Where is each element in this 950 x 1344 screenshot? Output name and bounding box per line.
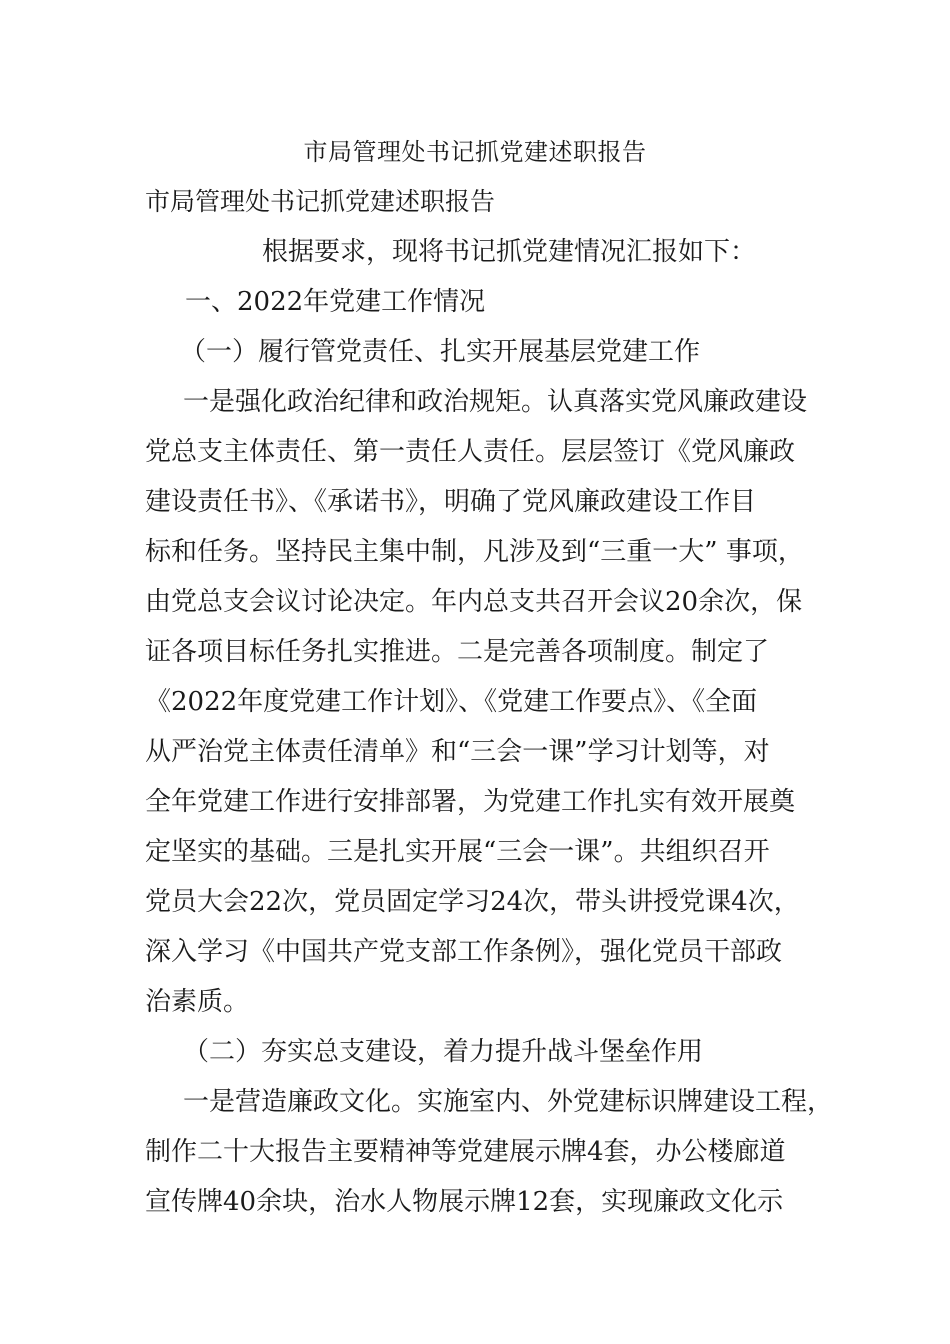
paragraph-line: 党总支主体责任、第一责任人责任。层层签订《党风廉政 — [145, 437, 796, 467]
paragraph-line: 全年党建工作进行安排部署，为党建工作扎实有效开展奠 — [145, 787, 796, 817]
paragraph-line: 标和任务。坚持民主集中制，凡涉及到“三重一大” 事项， — [145, 537, 804, 567]
subsection-heading-2: （二）夯实总支建设，着力提升战斗堡垒作用 — [183, 1037, 704, 1067]
paragraph-line: 一是强化政治纪律和政治规矩。认真落实党风廉政建设 — [183, 387, 808, 417]
paragraph-line: 宣传牌40余块，治水人物展示牌12套，实现廉政文化示 — [145, 1187, 784, 1217]
paragraph-line: 从严治党主体责任清单》和“三会一课”学习计划等，对 — [145, 737, 770, 767]
paragraph-line: 治素质。 — [145, 987, 250, 1017]
paragraph-line: 党员大会22次，党员固定学习24次，带头讲授党课4次， — [145, 887, 800, 917]
paragraph-line: 建设责任书》、《承诺书》，明确了党风廉政建设工作目 — [145, 487, 757, 517]
paragraph-line: 制作二十大报告主要精神等党建展示牌4套，办公楼廊道 — [145, 1137, 786, 1167]
document-title: 市局管理处书记抓党建述职报告 — [303, 138, 647, 166]
paragraph-line: 定坚实的基础。三是扎实开展“三会一课”。共组织召开 — [145, 837, 770, 867]
intro-line: 根据要求，现将书记抓党建情况汇报如下： — [262, 237, 757, 267]
subsection-heading-1: （一）履行管党责任、扎实开展基层党建工作 — [180, 337, 701, 367]
paragraph-line: 由党总支会议讨论决定。年内总支共召开会议20余次，保 — [145, 587, 803, 617]
document-subtitle: 市局管理处书记抓党建述职报告 — [145, 187, 496, 216]
paragraph-line: 一是营造廉政文化。实施室内、外党建标识牌建设工程， — [183, 1087, 834, 1117]
paragraph-line: 《2022年度党建工作计划》、《党建工作要点》、《全面 — [145, 687, 758, 717]
paragraph-line: 深入学习《中国共产党支部工作条例》，强化党员干部政 — [145, 937, 783, 967]
section-heading-1: 一、2022年党建工作情况 — [185, 287, 486, 317]
paragraph-line: 证各项目标任务扎实推进。二是完善各项制度。制定了 — [145, 637, 770, 667]
